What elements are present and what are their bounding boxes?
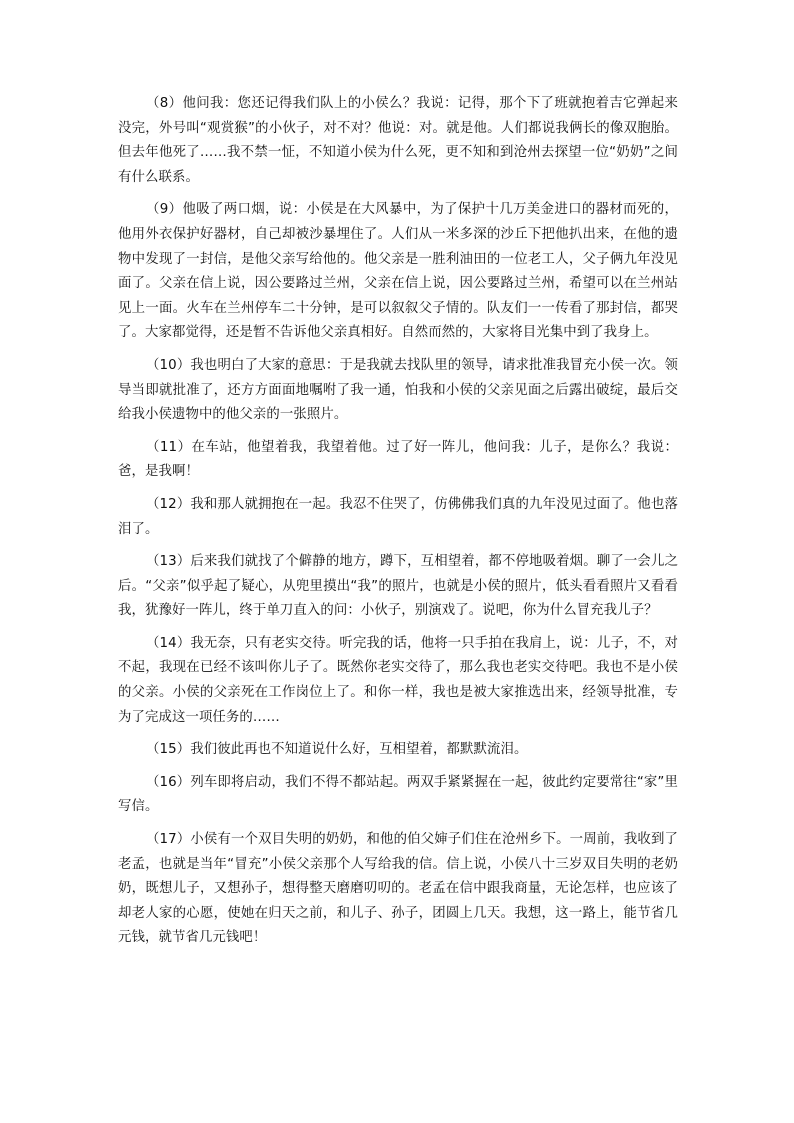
paragraph-12: （12）我和那人就拥抱在一起。我忍不住哭了，仿佛佛我们真的九年没见过面了。他也落泪了。 bbox=[118, 496, 678, 537]
paragraph-10: （10）我也明白了大家的意思：于是我就去找队里的领导，请求批准我冒充小侯一次。领导当即就批准了，还方方面面地嘱咐了我一通，怕我和小侯的父亲见面之后露出破绽，最后交给我小侯遗物中的他父亲的一张照片。 bbox=[118, 357, 678, 423]
article-body bbox=[118, 92, 678, 959]
paragraph-9: （9）他吸了两口烟，说：小侯是在大风暴中，为了保护十几万美金进口的器材而死的，他用外衣保护好器材，自己却被沙暴埋住了。人们从一米多深的沙丘下把他扒出来，在他的遗物中发现了一封信，是他父亲写给他的。他父亲是一胜利油田的一位老工人，父子俩九年没见面了。父亲在信上说，因公要路过兰州，父亲在信上说，因公要路过兰州，希望可以在兰州站见上一面。火车在兰州停车二十分钟，是可以叙叙父子情的。队友们一一传看了那封信，都哭了。大家都觉得，还是暂不告诉他父亲真相好。自然而然的，大家将目光集中到了我身上。 bbox=[118, 202, 678, 341]
paragraph-14: （14）我无奈，只有老实交待。听完我的话，他将一只手拍在我肩上，说：儿子，不，对不起，我现在已经不该叫你儿子了。既然你老实交待了，那么我也老实交待吧。我也不是小侯的父亲。小侯的父亲死在工作岗位上了。和你一样，我也是被大家推选出来，经领导批准，专为了完成这一项任务的…… bbox=[118, 635, 678, 725]
paragraph-8: （8）他问我：您还记得我们队上的小侯么？我说：记得，那个下了班就抱着吉它弹起来没完，外号叫“观赏猴”的小伙子，对不对？他说：对。就是他。人们都说我俩长的像双胞胎。但去年他死了……我不禁一怔，不知道小侯为什么死，更不知和到沧州去探望一位“奶奶”之间有什么联系。 bbox=[118, 96, 678, 185]
paragraph-13: （13）后来我们就找了个僻静的地方，蹲下，互相望着，都不停地吸着烟。聊了一会儿之后。“父亲”似乎起了疑心，从兜里摸出“我”的照片，也就是小侯的照片，低头看看照片又看看我，犹豫好一阵儿，终于单刀直入的问：小伙子，别演戏了。说吧，你为什么冒充我儿子？ bbox=[118, 554, 678, 619]
paragraph-17: （17）小侯有一个双目失明的奶奶，和他的伯父婶子们住在沧州乡下。一周前，我收到了老孟，也就是当年“冒充”小侯父亲那个人写给我的信。信上说，小侯八十三岁双目失明的老奶奶，既想儿子，又想孙子，想得整天磨磨叨叨的。老孟在信中跟我商量，无论怎样，也应该了却老人家的心愿，使她在归天之前，和儿子、孙子，团圆上几天。我想，这一路上，能节省几元钱，就节省几元钱吧！ bbox=[118, 832, 678, 946]
paragraph-16: （16）列车即将启动，我们不得不都站起。两双手紧紧握在一起，彼此约定要常往“家”里写信。 bbox=[118, 774, 678, 815]
paragraph-11: （11）在车站，他望着我，我望着他。过了好一阵儿，他问我：儿子，是你么？我说：爸，是我啊！ bbox=[118, 439, 678, 480]
paragraph-15: （15）我们彼此再也不知道说什么好，互相望着，都默默流泪。 bbox=[146, 742, 528, 758]
